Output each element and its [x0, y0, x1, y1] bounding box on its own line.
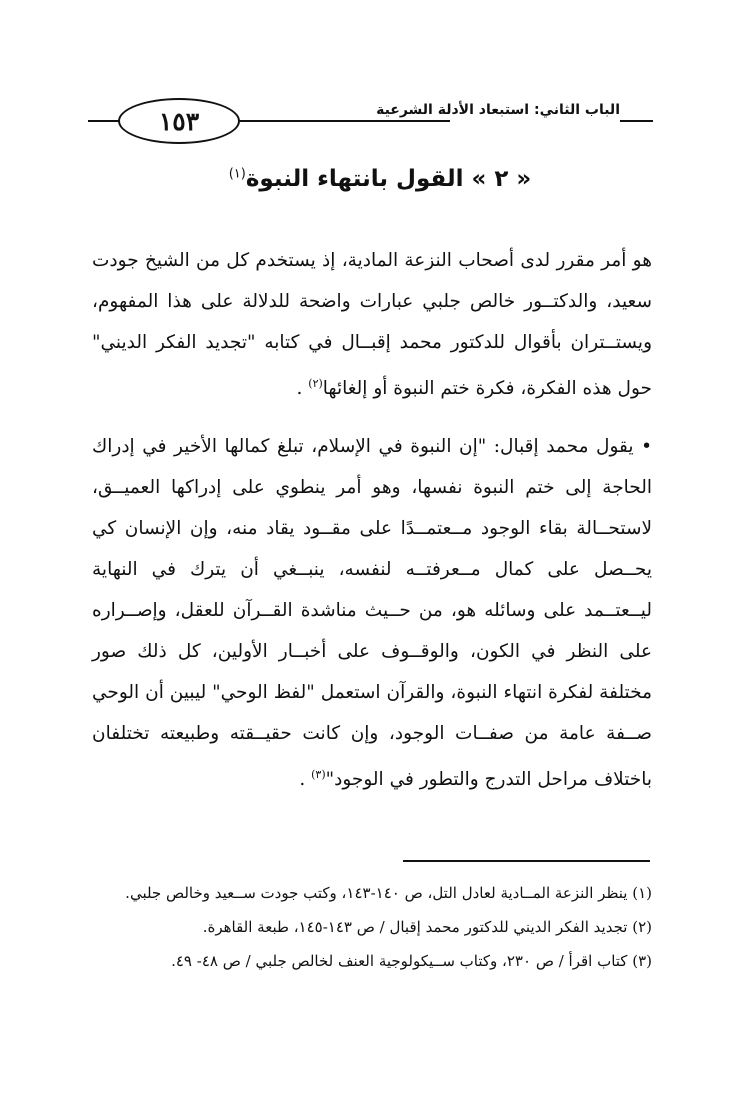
footnotes	[92, 876, 652, 978]
page-number: ١٥٣	[118, 98, 240, 144]
section-heading-text: « ٢ » القول بانتهاء النبوة	[245, 166, 532, 192]
footnote-ref-1: (١)	[228, 166, 246, 182]
footnote-1: (١) ينظر النزعة المــادية لعادل التل، ص ١٤٠-١٤٣، وكتب جودت ســعيد وخالص جلبي.	[125, 884, 652, 902]
paragraph-1-text: هو أمر مقرر لدى أصحاب النزعة المادية، إذ يستخدم كل من الشيخ جودت سعيد، والدكتــور خالص جلبي عبارات واضحة للدلالة على هذا المفهوم، ويستــتران بأقوال للدكتور محمد إقبــال في كتابه "تجديد الفكر الديني" حول هذه الفكرة، فكرة ختم النبوة أو إلغائها	[92, 250, 652, 400]
footnote-3: (٣) كتاب اقرأ / ص ٢٣٠، وكتاب ســيكولوجية العنف لخالص جلبي / ص ٤٨- ٤٩.	[171, 952, 652, 970]
header-rule-right	[620, 120, 653, 122]
paragraph-2-text: • يقول محمد إقبال: "إن النبوة في الإسلام، تبلغ كمالها الأخير في إدراك الحاجة إلى ختم النبوة نفسها، وهو أمر ينطوي على إدراكها العميــق، لاستحــالة بقاء الوجود مــعتمــدًا على مقــود يقاد منه، وإن الإنسان كي يحــصل على كمال مــعرفتــه لنفسه، ينبــغي أن يترك في النهاية ليــعتــمد على وسائله هو، من حــيث مناشدة القــرآن للعقل، وإصــراره على النظر في الكون، والوقــوف على أخبــار الأولين، كل ذلك صور مختلفة لفكرة انتهاء النبوة، والقرآن استعمل "لفظ الوحي" ليبين أن الوحي صــفة عامة من صفــات الوجود، وإن كانت حقيــقته وطبيعته تختلفان باختلاف مراحل التدرج والتطور في الوجود"	[92, 436, 652, 791]
paragraph-1	[92, 240, 652, 409]
header-rule-left	[88, 120, 120, 122]
header-rule-middle	[238, 120, 450, 122]
footnote-ref-2: (٢)	[308, 377, 323, 390]
running-header	[88, 96, 653, 144]
paragraph-2-end: .	[299, 769, 306, 791]
paragraph-1-end: .	[296, 378, 303, 400]
footnote-separator	[403, 860, 650, 862]
footnote-2: (٢) تجديد الفكر الديني للدكتور محمد إقبال / ص ١٤٣-١٤٥، طبعة القاهرة.	[202, 918, 652, 936]
paragraph-2	[92, 426, 652, 800]
footnote-ref-3: (٣)	[311, 768, 326, 781]
section-heading	[120, 166, 640, 192]
running-title: الباب الثاني: استبعاد الأدلة الشرعية	[376, 102, 620, 118]
